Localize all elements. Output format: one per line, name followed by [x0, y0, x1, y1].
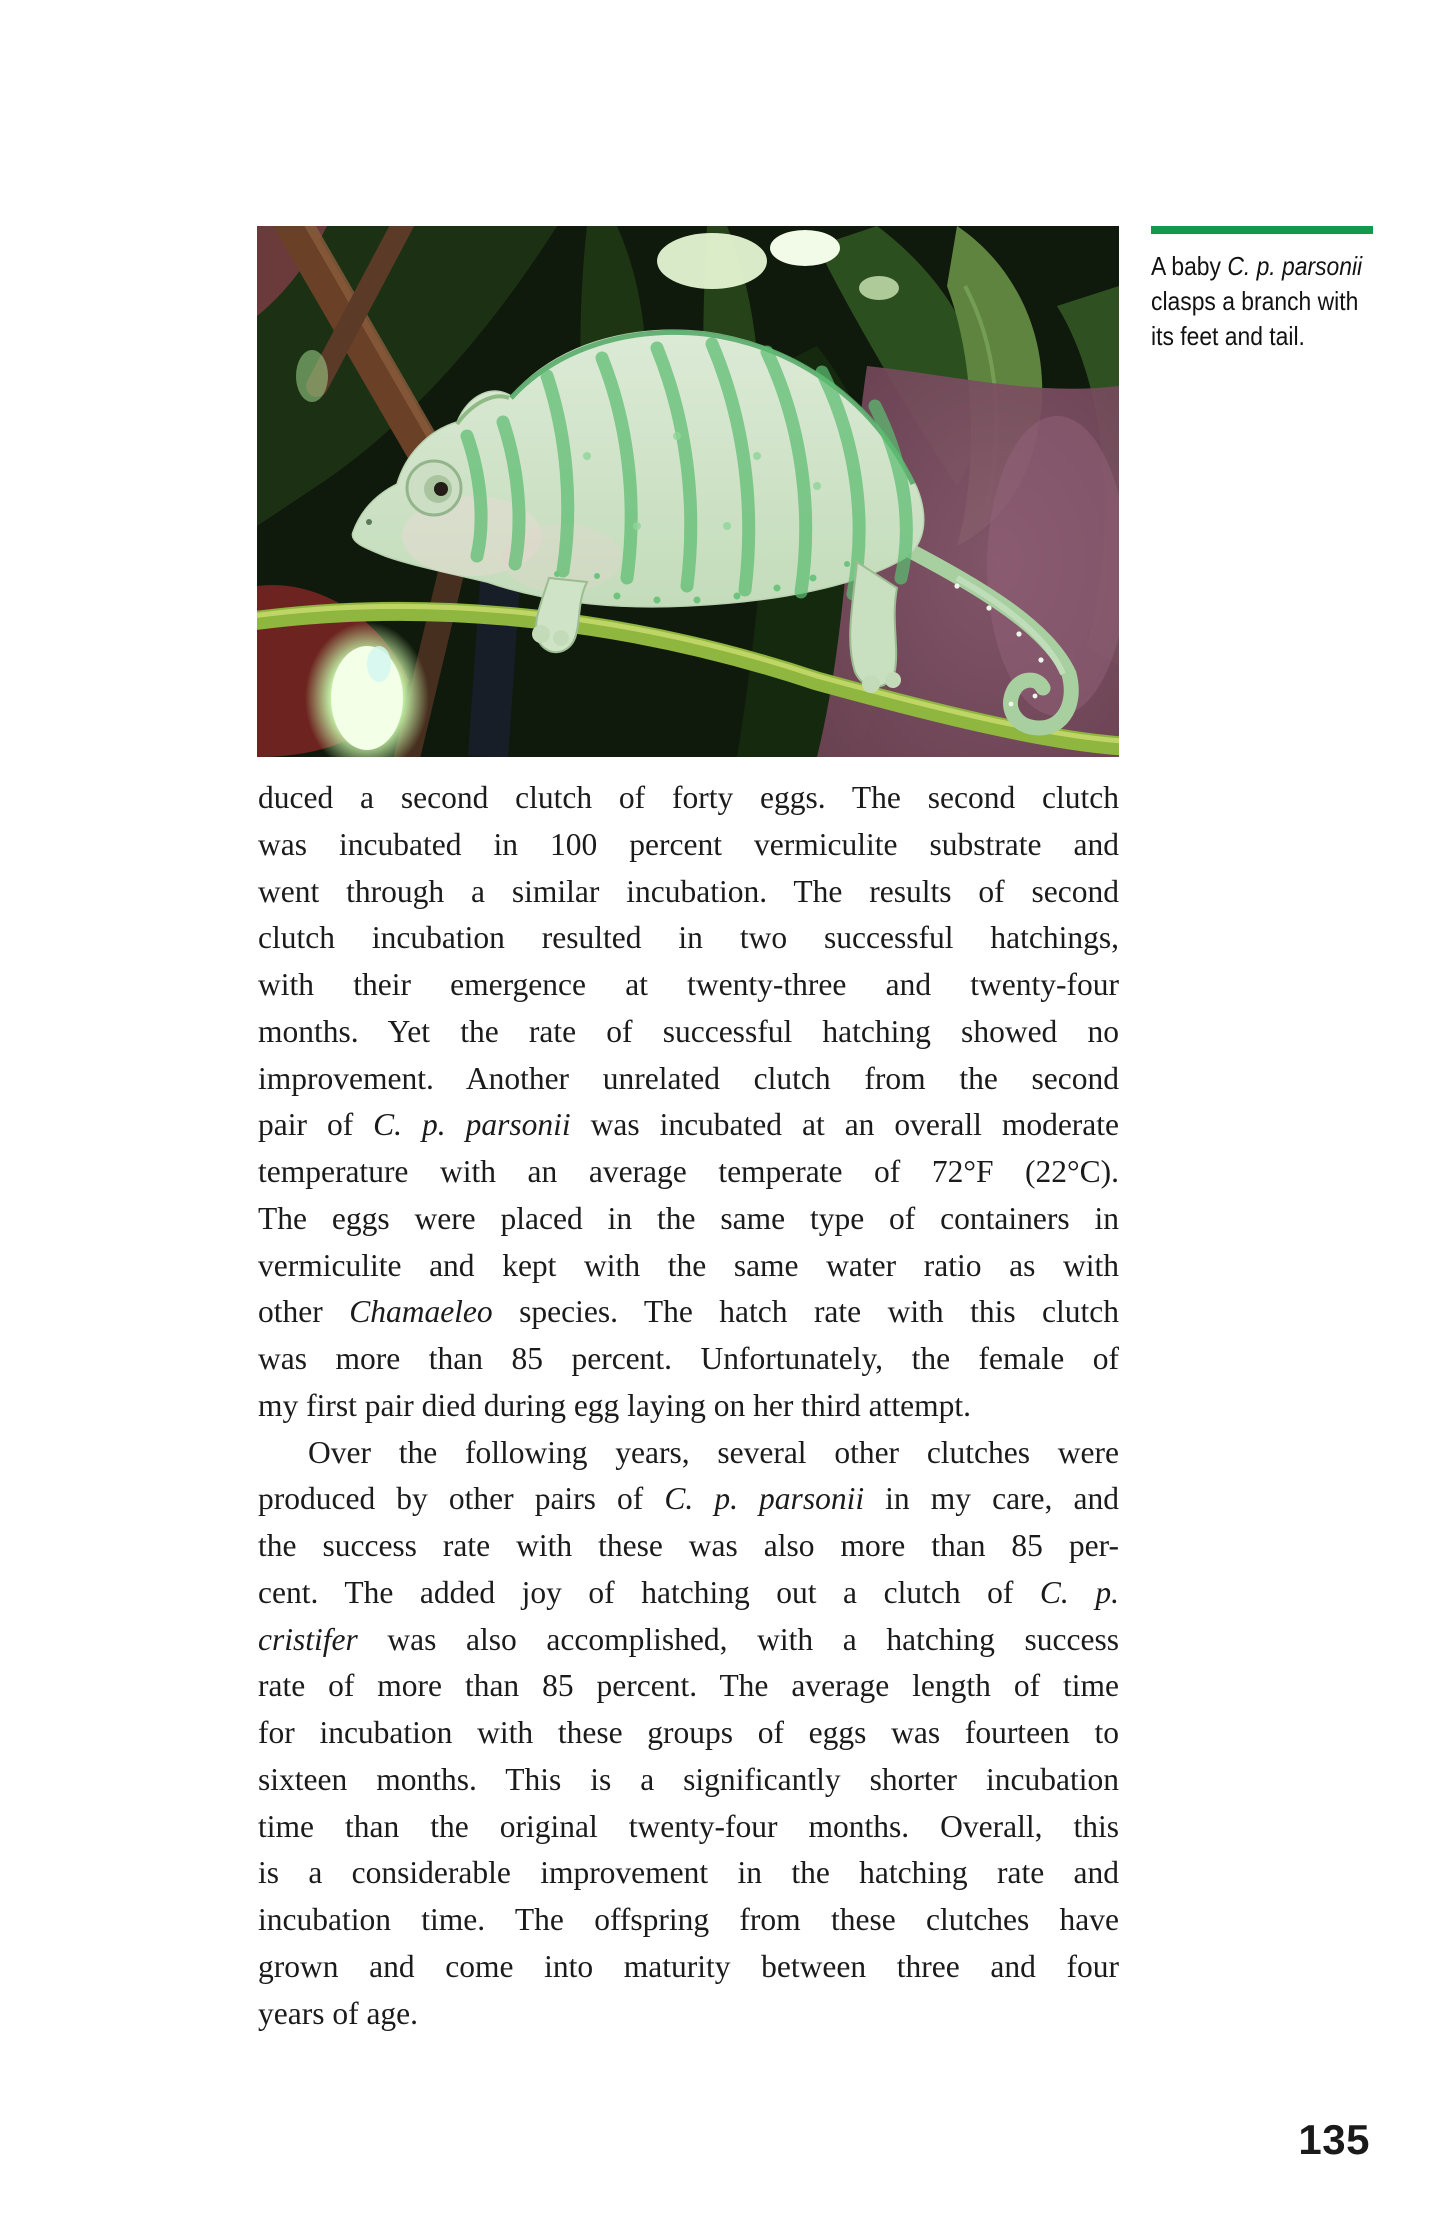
text-line: my first pair died during egg laying on her third attempt. — [258, 1387, 971, 1423]
text-line: was incubated in 100 percent vermiculite substrate and — [258, 826, 1119, 862]
text-line: other Chamaeleo species. The hatch rate with this clutch — [258, 1294, 1119, 1330]
text-line: vermiculite and kept with the same water ratio as with — [258, 1247, 1119, 1283]
text-line: incubation time. The offspring from these clutches have — [258, 1902, 1119, 1937]
text-line: clasps a branch with — [1151, 286, 1359, 316]
text-line: temperature with an average temperate of 72°F (22°C). — [258, 1154, 1119, 1189]
text-line: improvement. Another unrelated clutch from the second — [258, 1060, 1119, 1096]
text-line: clutch incubation resulted in two successful hatchings, — [258, 920, 1119, 956]
photo-caption — [1151, 249, 1445, 354]
text-line: produced by other pairs of C. p. parsonii in my care, and — [258, 1481, 1119, 1517]
text-line: grown and come into maturity between three and four — [258, 1948, 1119, 1984]
body-paragraph-1 — [258, 775, 1119, 1430]
text-line: Over the following years, several other clutches were — [308, 1434, 1119, 1470]
text-line: A baby C. p. parsonii — [1151, 251, 1363, 281]
text-line: years of age. — [258, 1995, 419, 2031]
text-line: with their emergence at twenty-three and twenty-four — [258, 967, 1119, 1002]
text-line: duced a second clutch of forty eggs. The second clutch — [258, 780, 1119, 815]
text-line: went through a similar incubation. The results of second — [258, 873, 1119, 909]
text-line: the success rate with these was also more than 85 per- — [258, 1528, 1119, 1563]
text-line: was more than 85 percent. Unfortunately, the female of — [258, 1341, 1119, 1376]
text-line: time than the original twenty-four months. Overall, this — [258, 1808, 1119, 1844]
text-line: is a considerable improvement in the hatching rate and — [258, 1855, 1119, 1891]
text-line: pair of C. p. parsonii was incubated at an overall moderate — [258, 1107, 1120, 1143]
body-text — [258, 775, 1119, 2037]
text-line: rate of more than 85 percent. The average length of time — [258, 1668, 1119, 1704]
caption-rule — [1151, 226, 1373, 234]
text-line: for incubation with these groups of eggs was fourteen to — [258, 1715, 1119, 1750]
text-line: cent. The added joy of hatching out a clutch of C. p. — [258, 1574, 1119, 1610]
text-line: months. Yet the rate of successful hatching showed no — [258, 1013, 1119, 1049]
body-paragraph-2 — [258, 1430, 1119, 2038]
chameleon-photo-illustration — [257, 226, 1119, 757]
chameleon-photo — [257, 226, 1119, 757]
text-line: sixteen months. This is a significantly shorter incubation — [258, 1761, 1119, 1797]
text-line: The eggs were placed in the same type of containers in — [258, 1200, 1119, 1236]
text-line: its feet and tail. — [1151, 321, 1305, 351]
page-number: 135 — [1298, 2116, 1370, 2163]
text-line: cristifer was also accomplished, with a hatching success — [258, 1621, 1119, 1657]
